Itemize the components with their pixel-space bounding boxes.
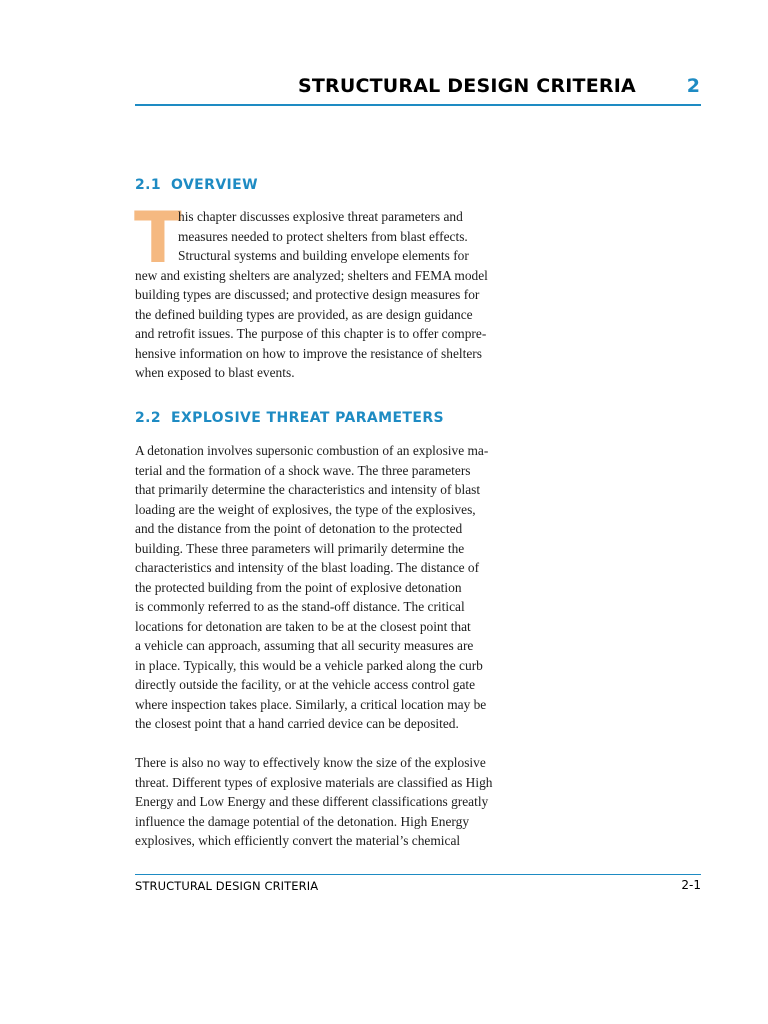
text-line: a vehicle can approach, assuming that all security measures are xyxy=(135,638,474,653)
text-line: that primarily determine the characteristics and intensity of blast xyxy=(135,482,481,497)
text-line: building types are discussed; and protective design measures for xyxy=(135,287,480,302)
chapter-number: 2 xyxy=(686,75,700,97)
text-line: locations for detonation are taken to be at the closest point that xyxy=(135,618,471,634)
footer-running-title: STRUCTURAL DESIGN CRITERIA xyxy=(135,879,319,893)
section-number: 2.1 xyxy=(135,177,162,193)
section-heading-overview xyxy=(135,177,258,193)
text-line: his chapter discusses explosive threat parameters and xyxy=(178,209,463,224)
text-line: where inspection takes place. Similarly, a critical location may be xyxy=(135,696,487,712)
text-line: terial and the formation of a shock wave. The three parameters xyxy=(135,462,471,478)
text-line: loading are the weight of explosives, the type of the explosives, xyxy=(135,501,476,517)
chapter-title: STRUCTURAL DESIGN CRITERIA xyxy=(298,75,636,97)
text-line: measures needed to protect shelters from blast effects. xyxy=(178,228,468,244)
text-line: directly outside the facility, or at the vehicle access control gate xyxy=(135,677,476,692)
footer-rule xyxy=(135,874,701,875)
text-line: hensive information on how to improve the resistance of shelters xyxy=(135,345,482,361)
drop-cap: T xyxy=(134,197,182,279)
text-line: the defined building types are provided, as are design guidance xyxy=(135,306,473,322)
text-line: the closest point that a hand carried device can be deposited. xyxy=(135,716,459,731)
text-line: is commonly referred to as the stand-off distance. The critical xyxy=(135,599,465,614)
text-line: new and existing shelters are analyzed; shelters and FEMA model xyxy=(135,267,488,283)
text-line: Energy and Low Energy and these different classifications greatly xyxy=(135,794,489,809)
page-number: 2-1 xyxy=(681,878,701,892)
text-line: in place. Typically, this would be a vehicle parked along the curb xyxy=(135,657,483,673)
section-title: OVERVIEW xyxy=(171,177,258,193)
text-line: characteristics and intensity of the blast loading. The distance of xyxy=(135,560,480,575)
text-line: There is also no way to effectively know the size of the explosive xyxy=(135,755,486,770)
text-line: Structural systems and building envelope elements for xyxy=(178,248,469,263)
text-line: explosives, which efficiently convert the material’s chemical xyxy=(135,833,461,848)
text-line: influence the damage potential of the detonation. High Energy xyxy=(135,813,470,829)
section-number: 2.2 xyxy=(135,410,162,426)
text-line: threat. Different types of explosive materials are classified as High xyxy=(135,774,493,790)
text-line: the protected building from the point of explosive detonation xyxy=(135,579,462,595)
text-line: and retrofit issues. The purpose of this chapter is to offer compre- xyxy=(135,326,487,341)
text-line: building. These three parameters will primarily determine the xyxy=(135,540,465,556)
chapter-header xyxy=(135,72,701,106)
text-line: when exposed to blast events. xyxy=(135,365,295,380)
section-title: EXPLOSIVE THREAT PARAMETERS xyxy=(171,410,445,426)
text-line: A detonation involves supersonic combustion of an explosive ma- xyxy=(135,443,489,458)
section-heading-explosive-threat-parameters xyxy=(135,410,444,426)
text-line: and the distance from the point of detonation to the protected xyxy=(135,521,463,536)
